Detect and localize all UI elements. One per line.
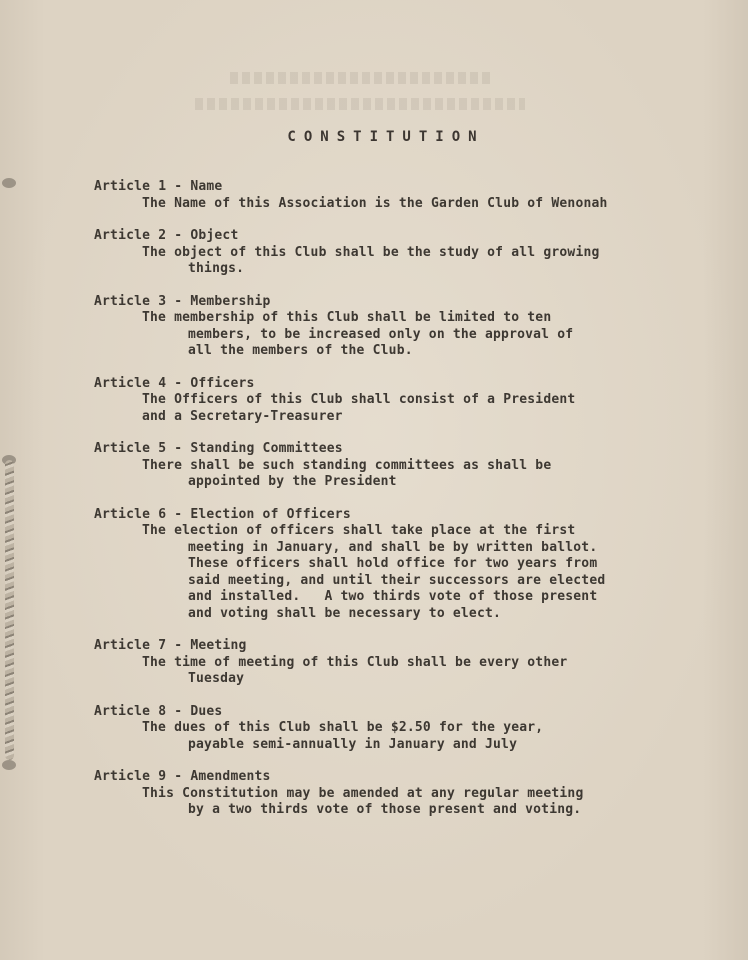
article-heading: Article 5 - Standing Committees <box>94 441 343 456</box>
article-text-line: appointed by the President <box>188 474 397 489</box>
article-body <box>94 720 734 753</box>
article-body <box>94 392 734 425</box>
article-text-line: said meeting, and until their successors are elected <box>188 572 606 588</box>
article-text-line: Tuesday <box>188 671 245 686</box>
article-text-line: by a two thirds vote of those present and voting. <box>188 802 582 817</box>
article-body <box>94 523 734 622</box>
article-text-line: There shall be such standing committees as shall be <box>142 457 552 473</box>
article-3 <box>94 294 734 360</box>
article-heading: Article 1 - Name <box>94 179 223 194</box>
article-text-line: meeting in January, and shall be by written ballot. <box>188 539 598 555</box>
document-title: CONSTITUTION <box>287 129 485 145</box>
article-body <box>94 786 734 819</box>
article-body <box>94 196 734 213</box>
article-heading: Article 3 - Membership <box>94 293 271 309</box>
article-1 <box>94 179 734 212</box>
article-4 <box>94 376 734 426</box>
article-5 <box>94 441 734 491</box>
article-body <box>94 655 734 688</box>
article-text-line: members, to be increased only on the approval of <box>188 326 574 342</box>
article-8 <box>94 704 734 754</box>
article-text-line: things. <box>188 261 245 276</box>
article-text-line: payable semi-annually in January and July <box>188 736 518 752</box>
article-text-line: The Officers of this Club shall consist of a President <box>142 392 576 407</box>
article-body <box>94 310 734 360</box>
article-text-line: The time of meeting of this Club shall be every other <box>142 654 568 670</box>
string-binding <box>0 170 20 780</box>
article-9 <box>94 769 734 819</box>
article-text-line: These officers shall hold office for two years from <box>188 556 598 571</box>
article-list <box>94 179 734 819</box>
article-text-line: and installed. A two thirds vote of those present <box>188 589 598 604</box>
article-heading: Article 7 - Meeting <box>94 638 247 653</box>
article-text-line: The object of this Club shall be the study of all growing <box>142 244 600 260</box>
article-text-line: The Name of this Association is the Garden Club of Wenonah <box>142 195 608 211</box>
article-body <box>94 458 734 491</box>
article-text-line: This Constitution may be amended at any regular meeting <box>142 785 584 801</box>
binding-hole <box>2 760 16 770</box>
article-6 <box>94 507 734 623</box>
binding-hole <box>2 178 16 188</box>
article-heading: Article 6 - Election of Officers <box>94 506 351 522</box>
article-7 <box>94 638 734 688</box>
article-2 <box>94 228 734 278</box>
article-heading: Article 4 - Officers <box>94 375 255 391</box>
binding-cord <box>5 460 14 760</box>
article-text-line: The dues of this Club shall be $2.50 for the year, <box>142 720 544 735</box>
article-text-line: and voting shall be necessary to elect. <box>188 605 502 621</box>
article-heading: Article 2 - Object <box>94 228 239 243</box>
article-heading: Article 9 - Amendments <box>94 769 271 784</box>
article-body <box>94 245 734 278</box>
article-text-line: The membership of this Club shall be limited to ten <box>142 310 552 325</box>
article-text-line: and a Secretary-Treasurer <box>142 408 343 424</box>
bleed-through-text <box>195 98 525 110</box>
article-heading: Article 8 - Dues <box>94 703 223 719</box>
article-text-line: all the members of the Club. <box>188 343 413 358</box>
article-text-line: The election of officers shall take place at the first <box>142 523 576 538</box>
bleed-through-text <box>230 72 490 84</box>
